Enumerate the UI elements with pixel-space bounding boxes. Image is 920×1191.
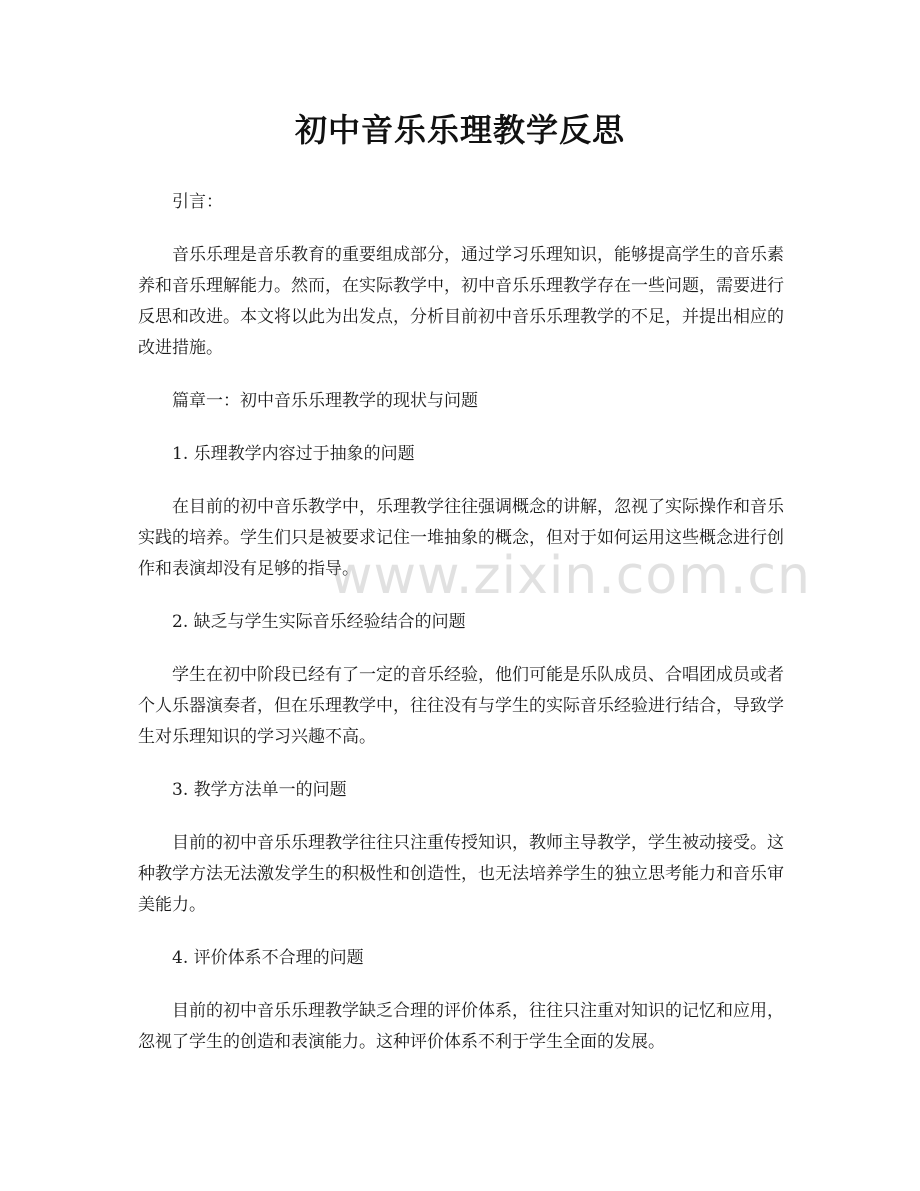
chapter-heading: 篇章一：初中音乐乐理教学的现状与问题: [172, 391, 478, 411]
section-paragraph-2: 学生在初中阶段已经有了一定的音乐经验，他们可能是乐队成员、合唱团成员或者个人乐器演奏者，但在乐理教学中，往往没有与学生的实际音乐经验进行结合，导致学生对乐理知识的学习兴趣不高。: [138, 665, 784, 747]
section-paragraph-1: 在目前的初中音乐教学中，乐理教学往往强调概念的讲解，忽视了实际操作和音乐实践的培养。学生们只是被要求记住一堆抽象的概念，但对于如何运用这些概念进行创作和表演却没有足够的指导。: [138, 497, 784, 579]
section-paragraph-3: 目前的初中音乐乐理教学往往只注重传授知识，教师主导教学，学生被动接受。这种教学方法无法激发学生的积极性和创造性，也无法培养学生的独立思考能力和音乐审美能力。: [138, 833, 784, 915]
intro-label: 引言：: [172, 192, 223, 212]
paragraph-gap: [138, 974, 784, 996]
paragraph-gap: [138, 218, 784, 240]
paragraph-gap: [138, 417, 784, 439]
paragraph-gap: [138, 921, 784, 943]
document-body: [138, 187, 784, 1058]
document-title: 初中音乐乐理教学反思: [294, 111, 625, 149]
paragraph-gap: [138, 364, 784, 386]
section-heading-3: 3. 教学方法单一的问题: [172, 780, 347, 800]
section-heading-2: 2. 缺乏与学生实际音乐经验结合的问题: [172, 612, 466, 632]
paragraph-gap: [138, 806, 784, 828]
paragraph-gap: [138, 638, 784, 660]
section-heading-1: 1. 乐理教学内容过于抽象的问题: [172, 444, 415, 464]
section-paragraph-4: 目前的初中音乐乐理教学缺乏合理的评价体系，往往只注重对知识的记忆和应用，忽视了学生的创造和表演能力。这种评价体系不利于学生全面的发展。: [138, 1001, 784, 1052]
paragraph-gap: [138, 753, 784, 775]
watermark: www.zixin.com.cn: [330, 546, 811, 606]
paragraph-gap: [138, 585, 784, 607]
section-heading-4: 4. 评价体系不合理的问题: [172, 948, 364, 968]
intro-paragraph: 音乐乐理是音乐教育的重要组成部分，通过学习乐理知识，能够提高学生的音乐素养和音乐理解能力。然而，在实际教学中，初中音乐乐理教学存在一些问题，需要进行反思和改进。本文将以此为出发点，分析目前初中音乐乐理教学的不足，并提出相应的改进措施。: [138, 245, 784, 358]
paragraph-gap: [138, 470, 784, 492]
